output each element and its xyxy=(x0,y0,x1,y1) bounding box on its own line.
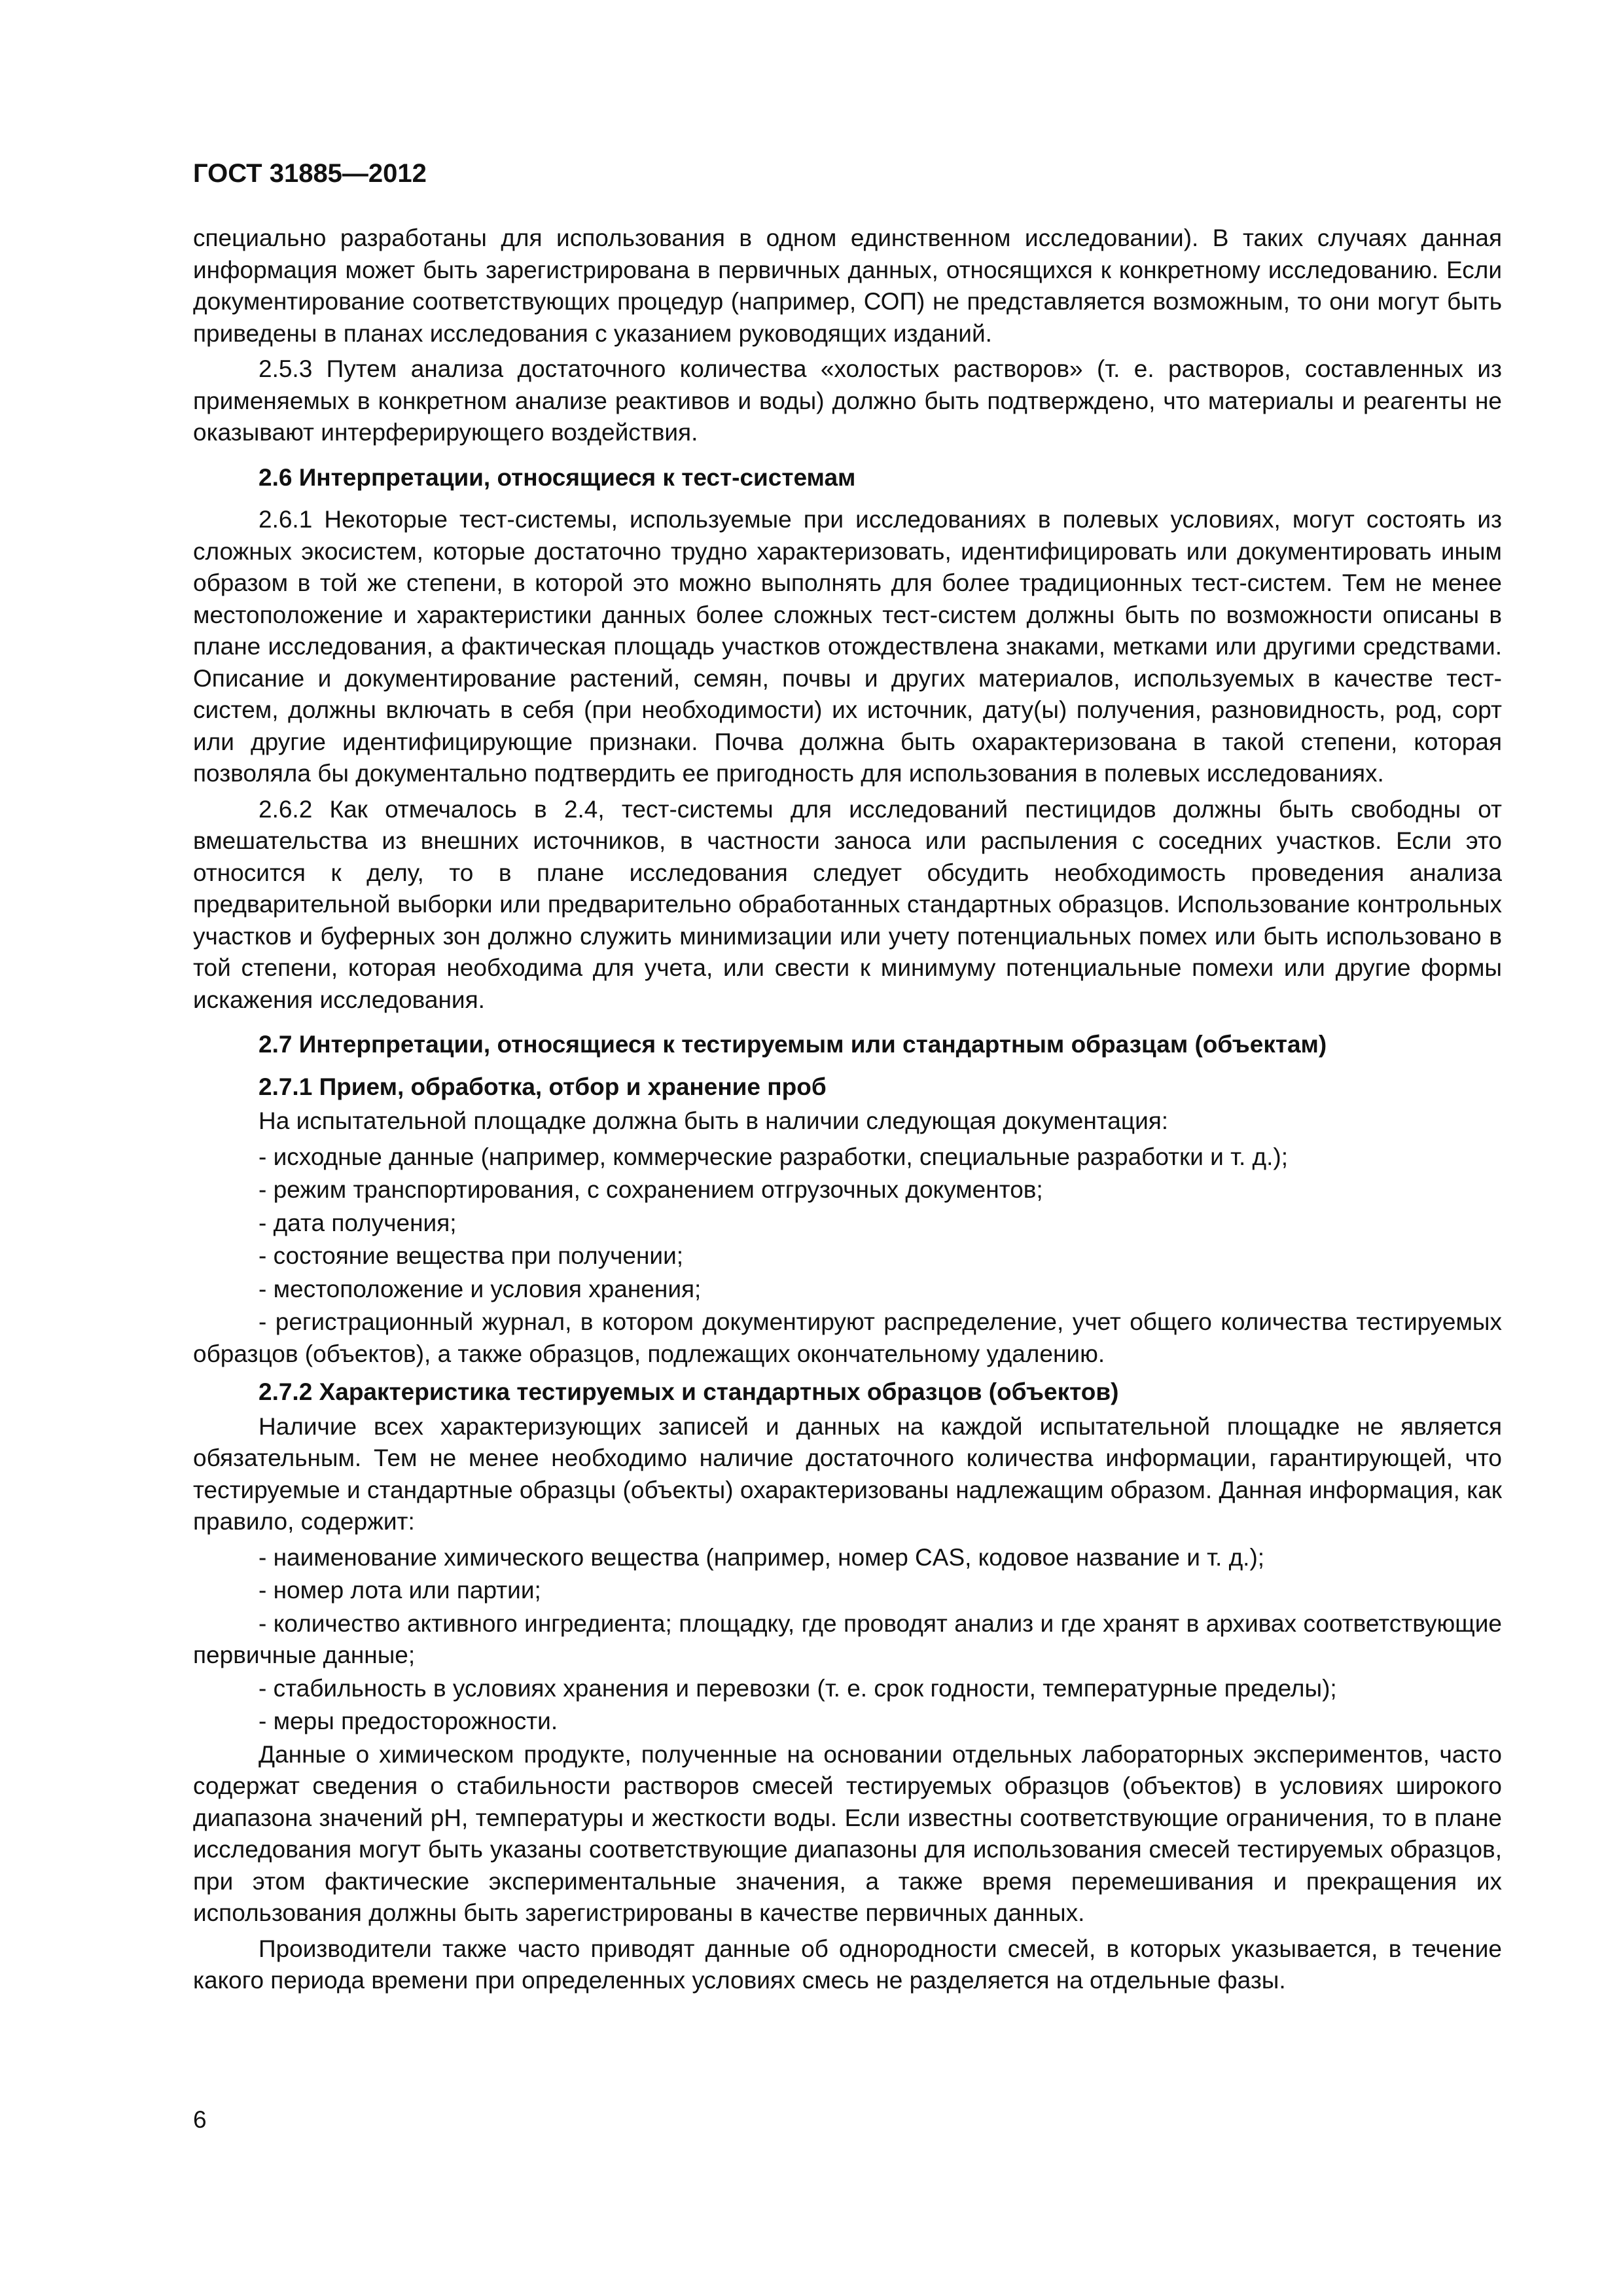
list-item: - количество активного ингредиента; площадку, где проводят анализ и где хранят в архивах соответствующие первичные данные; xyxy=(193,1609,1502,1668)
subsection-heading-2-7-2: 2.7.2 Характеристика тестируемых и стандартных образцов (объектов) xyxy=(259,1378,1119,1405)
paragraph-2-6-1: 2.6.1 Некоторые тест-системы, используемые при исследованиях в полевых условиях, могут состоять из сложных экосистем, которые достаточно трудно характеризовать, идентифицировать или документировать иным образом в той же степени, в которой это можно выполнять для более традиционных тест-систем. Тем не менее местоположение и характеристики данных более сложных тест-систем должны быть по возможности описаны в плане исследования, а фактическая площадь участков отождествлена знаками, метками или другими средствами. Описание и документирование растений, семян, почвы и других материалов, используемых в качестве тест-систем, должны включать в себя (при необходимости) их источник, дату(ы) получения, разновидность, род, сорт или другие идентифицирующие признаки. Почва должна быть охарактеризована в такой степени, которая позволяла бы документально подтвердить ее пригодность для использования в полевых исследованиях. xyxy=(193,506,1502,787)
paragraph-continuation: специально разработаны для использования в одном единственном исследовании). В таких случаях данная информация может быть зарегистрирована в первичных данных, относящихся к конкретному исследованию. Если документирование соответствующих процедур (например, СОП) не представляется возможным, то они могут быть приведены в планах исследования с указанием руководящих изданий. xyxy=(193,224,1502,347)
document-id-header: ГОСТ 31885—2012 xyxy=(193,159,427,188)
paragraph-manufacturers: Производители также часто приводят данные об однородности смесей, в которых указывается, в течение какого периода времени при определенных условиях смесь не разделяется на отдельные фазы. xyxy=(193,1935,1502,1994)
list-item: - номер лота или партии; xyxy=(259,1577,541,1604)
list-item: - состояние вещества при получении; xyxy=(259,1242,684,1269)
paragraph-2-6-2: 2.6.2 Как отмечалось в 2.4, тест-системы для исследований пестицидов должны быть свободны от вмешательства из внешних источников, в частности заноса или распыления с соседних участков. Если это относится к делу, то в плане исследования следует обсудить необходимость проведения анализа предварительной выборки или предварительно обработанных стандартных образцов. Использование контрольных участков и буферных зон должно служить минимизации или учету потенциальных помех или быть использовано в той степени, которая необходима для учета, или свести к минимуму потенциальные помехи или другие формы искажения исследования. xyxy=(193,795,1502,1013)
list-item: - режим транспортирования, с сохранением отгрузочных документов; xyxy=(259,1176,1043,1203)
document-page xyxy=(193,157,1502,2001)
list-item: - стабильность в условиях хранения и перевозки (т. е. срок годности, температурные пределы); xyxy=(259,1674,1337,1702)
list-2-7-1 xyxy=(193,1141,1502,1371)
section-heading-2-7: 2.7 Интерпретации, относящиеся к тестируемым или стандартным образцам (объектам) xyxy=(259,1031,1327,1058)
paragraph-2-7-2-intro: Наличие всех характеризующих записей и данных на каждой испытательной площадке не является обязательным. Тем не менее необходимо наличие достаточного количества информации, гарантирующей, что тестируемые и стандартные образцы (объекты) охарактеризованы надлежащим образом. Данная информация, как правило, содержит: xyxy=(193,1412,1502,1535)
list-item: - дата получения; xyxy=(259,1209,457,1236)
list-item: - местоположение и условия хранения; xyxy=(259,1275,702,1302)
paragraph-2-5-3: 2.5.3 Путем анализа достаточного количества «холостых растворов» (т. е. растворов, составленных из применяемых в конкретном анализе реактивов и воды) должно быть подтверждено, что материалы и реагенты не оказывают интерферирующего воздействия. xyxy=(193,355,1502,446)
list-item: - регистрационный журнал, в котором документируют распределение, учет общего количества тестируемых образцов (объектов), а также образцов, подлежащих окончательному удалению. xyxy=(193,1308,1502,1367)
list-item: - наименование химического вещества (например, номер CAS, кодовое название и т. д.); xyxy=(259,1543,1265,1571)
list-item: - меры предосторожности. xyxy=(259,1708,558,1734)
list-item: - исходные данные (например, коммерческие разработки, специальные разработки и т. д.); xyxy=(259,1143,1289,1170)
paragraph-2-7-1-intro: На испытательной площадке должна быть в наличии следующая документация: xyxy=(259,1107,1169,1134)
paragraph-chemical-data: Данные о химическом продукте, полученные на основании отдельных лабораторных экспериментов, часто содержат сведения о стабильности растворов смесей тестируемых образцов (объектов) в условиях широкого диапазона значений pH, температуры и жесткости воды. Если известны соответствующие ограничения, то в плане исследования могут быть указаны соответствующие диапазоны для использования смесей тестируемых образцов, при этом фактические экспериментальные значения, а также время перемешивания и прекращения их использования должны быть зарегистрированы в качестве первичных данных. xyxy=(193,1740,1502,1926)
subsection-heading-2-7-1: 2.7.1 Прием, обработка, отбор и хранение проб xyxy=(259,1073,827,1100)
page-number: 6 xyxy=(193,2106,207,2133)
section-heading-2-6: 2.6 Интерпретации, относящиеся к тест-системам xyxy=(259,463,856,491)
list-2-7-2 xyxy=(193,1542,1502,1738)
